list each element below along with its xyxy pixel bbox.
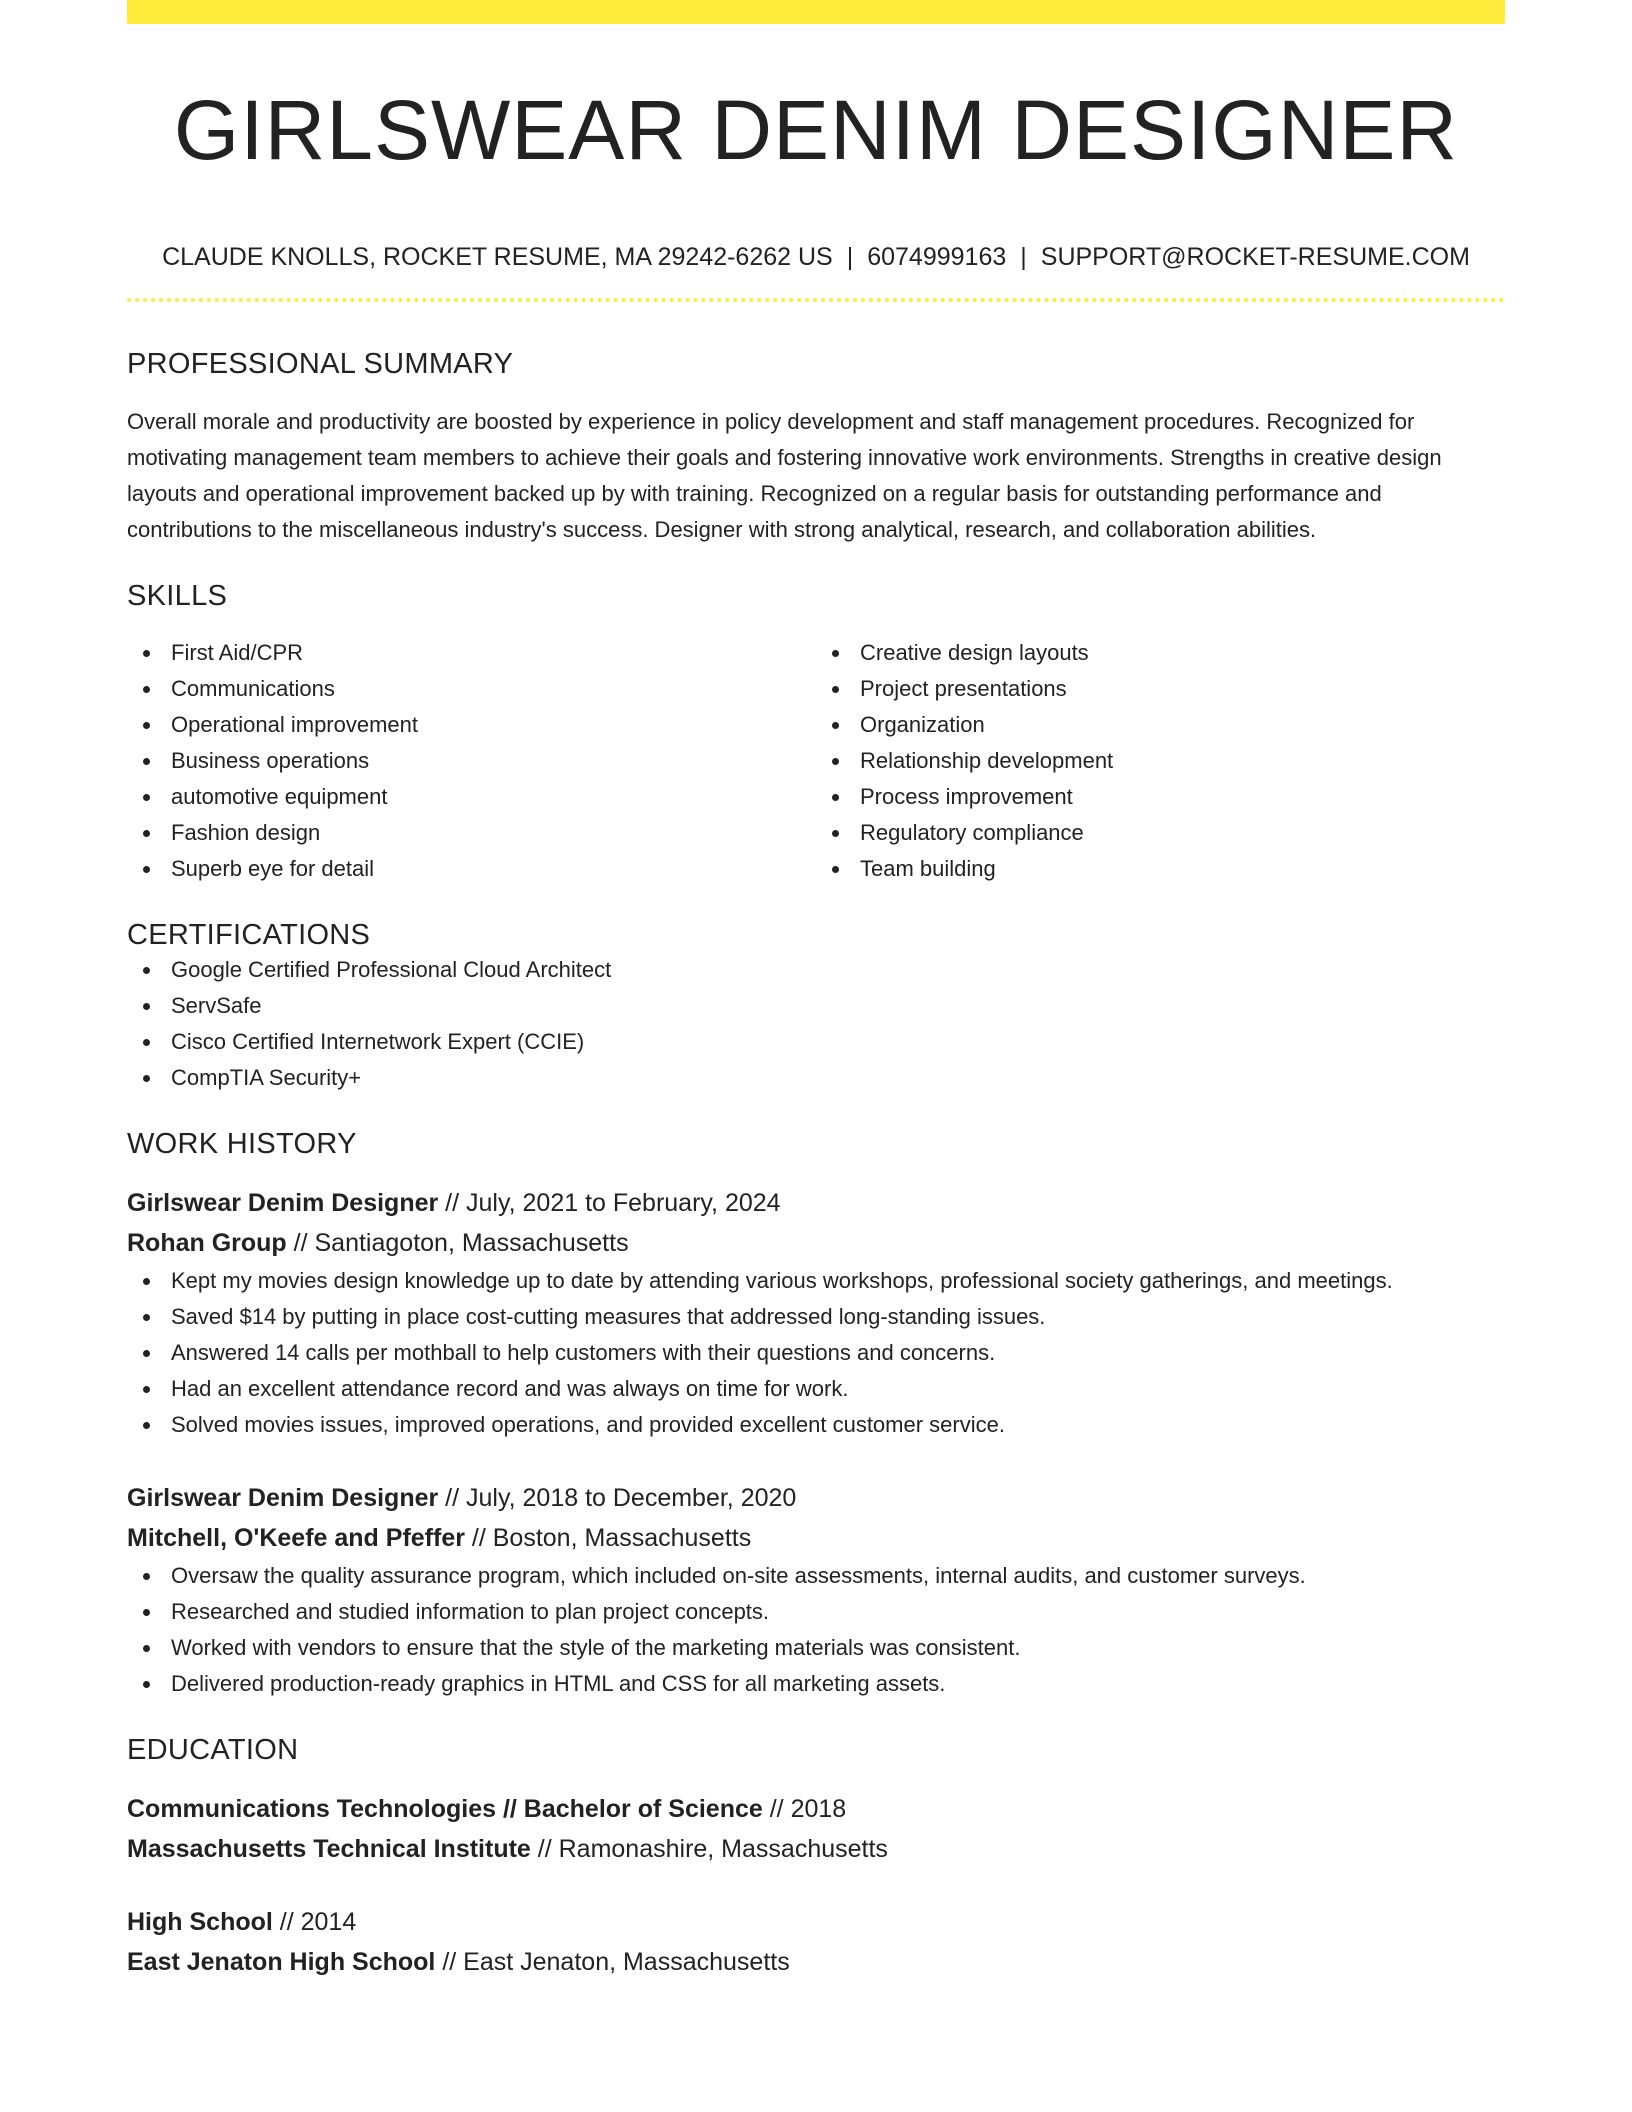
section-title-summary: PROFESSIONAL SUMMARY: [127, 348, 514, 380]
job-role-line: [127, 1478, 1505, 1518]
job-location: // Santiagoton, Massachusetts: [286, 1229, 629, 1257]
education-location: // East Jenaton, Massachusetts: [435, 1948, 790, 1976]
skill-item: Creative design layouts: [816, 635, 1505, 671]
job-bullet: Researched and studied information to plan project concepts.: [127, 1594, 1505, 1630]
education-location: // Ramonashire, Massachusetts: [530, 1835, 888, 1863]
education-entry: [127, 1902, 1505, 1982]
certifications-list: [127, 952, 1505, 1096]
accent-bar: [127, 0, 1505, 24]
contact-phone: 6074999163: [867, 243, 1007, 271]
skill-item: automotive equipment: [127, 779, 816, 815]
skill-item: Regulatory compliance: [816, 815, 1505, 851]
skill-item: Relationship development: [816, 743, 1505, 779]
contact-email: SUPPORT@ROCKET-RESUME.COM: [1040, 243, 1470, 271]
skill-item: Team building: [816, 851, 1505, 887]
job-bullet: Delivered production-ready graphics in HTML and CSS for all marketing assets.: [127, 1666, 1505, 1702]
education-school-line: [127, 1942, 1505, 1982]
resume-page: [127, 0, 1505, 1982]
contact-separator: |: [846, 243, 854, 271]
education-degree: Communications Technologies // Bachelor of Science: [127, 1795, 763, 1823]
education-degree: High School: [127, 1908, 273, 1936]
job-dates: // July, 2018 to December, 2020: [438, 1484, 797, 1512]
education-year: // 2014: [272, 1908, 357, 1936]
job-bullet: Answered 14 calls per mothball to help customers with their questions and concerns.: [127, 1335, 1505, 1371]
contact-address: CLAUDE KNOLLS, ROCKET RESUME, MA 29242-6262 US: [162, 243, 833, 271]
education-school-line: [127, 1829, 1505, 1869]
section-title-work-history: WORK HISTORY: [127, 1128, 357, 1160]
job-dates: // July, 2021 to February, 2024: [438, 1189, 781, 1217]
job-role: Girlswear Denim Designer: [127, 1189, 439, 1217]
skill-item: Project presentations: [816, 671, 1505, 707]
job-location: // Boston, Massachusetts: [464, 1524, 752, 1552]
education-entry: [127, 1789, 1505, 1869]
job-role: Girlswear Denim Designer: [127, 1484, 439, 1512]
job-bullet: Had an excellent attendance record and was always on time for work.: [127, 1371, 1505, 1407]
contact-line: [127, 242, 1505, 272]
education-year: // 2018: [762, 1795, 847, 1823]
job-company: Mitchell, O'Keefe and Pfeffer: [127, 1524, 465, 1552]
job-company-line: [127, 1223, 1505, 1263]
skills-column-left: [127, 635, 816, 887]
skills-column-right: [816, 635, 1505, 887]
section-title-education: EDUCATION: [127, 1734, 299, 1766]
certification-item: CompTIA Security+: [127, 1060, 1505, 1096]
skill-item: Organization: [816, 707, 1505, 743]
job-bullet: Kept my movies design knowledge up to date by attending various workshops, professional society gatherings, and meetings.: [127, 1263, 1505, 1299]
certification-item: Cisco Certified Internetwork Expert (CCIE): [127, 1024, 1505, 1060]
skill-item: Superb eye for detail: [127, 851, 816, 887]
job-bullet: Oversaw the quality assurance program, which included on-site assessments, internal audits, and customer surveys.: [127, 1558, 1505, 1594]
section-title-skills: SKILLS: [127, 580, 228, 612]
skill-item: Fashion design: [127, 815, 816, 851]
education-degree-line: [127, 1902, 1505, 1942]
contact-separator: |: [1020, 243, 1027, 271]
job-bullet: Worked with vendors to ensure that the style of the marketing materials was consistent.: [127, 1630, 1505, 1666]
job-bullet-list: [127, 1263, 1505, 1443]
job-entry: [127, 1183, 1505, 1443]
skill-item: Communications: [127, 671, 816, 707]
education-school: Massachusetts Technical Institute: [127, 1835, 531, 1863]
education-degree-line: [127, 1789, 1505, 1829]
skills-grid: [127, 635, 1505, 887]
skills-list-left: [127, 635, 816, 887]
job-bullet: Solved movies issues, improved operations, and provided excellent customer service.: [127, 1407, 1505, 1443]
skills-list-right: [816, 635, 1505, 887]
section-title-certifications: CERTIFICATIONS: [127, 919, 371, 951]
job-bullet: Saved $14 by putting in place cost-cutting measures that addressed long-standing issues.: [127, 1299, 1505, 1335]
skill-item: Operational improvement: [127, 707, 816, 743]
summary-text: Overall morale and productivity are boosted by experience in policy development and staff management procedures. Recognized for motivating management team members to achieve their goals and fostering innovative work environments. Strengths in creative design layouts and operational improvement backed up by with training. Recognized on a regular basis for outstanding performance and contributions to the miscellaneous industry's success. Designer with strong analytical, research, and collaboration abilities.: [127, 409, 1442, 542]
certification-item: ServSafe: [127, 988, 1505, 1024]
job-entry: [127, 1478, 1505, 1702]
job-company-line: [127, 1518, 1505, 1558]
certification-item: Google Certified Professional Cloud Architect: [127, 952, 1505, 988]
job-company: Rohan Group: [127, 1229, 287, 1257]
job-role-line: [127, 1183, 1505, 1223]
education-school: East Jenaton High School: [127, 1948, 436, 1976]
dotted-divider: [127, 298, 1505, 302]
job-bullet-list: [127, 1558, 1505, 1702]
resume-title: GIRLSWEAR DENIM DESIGNER: [173, 83, 1459, 177]
skill-item: Business operations: [127, 743, 816, 779]
skill-item: First Aid/CPR: [127, 635, 816, 671]
skill-item: Process improvement: [816, 779, 1505, 815]
